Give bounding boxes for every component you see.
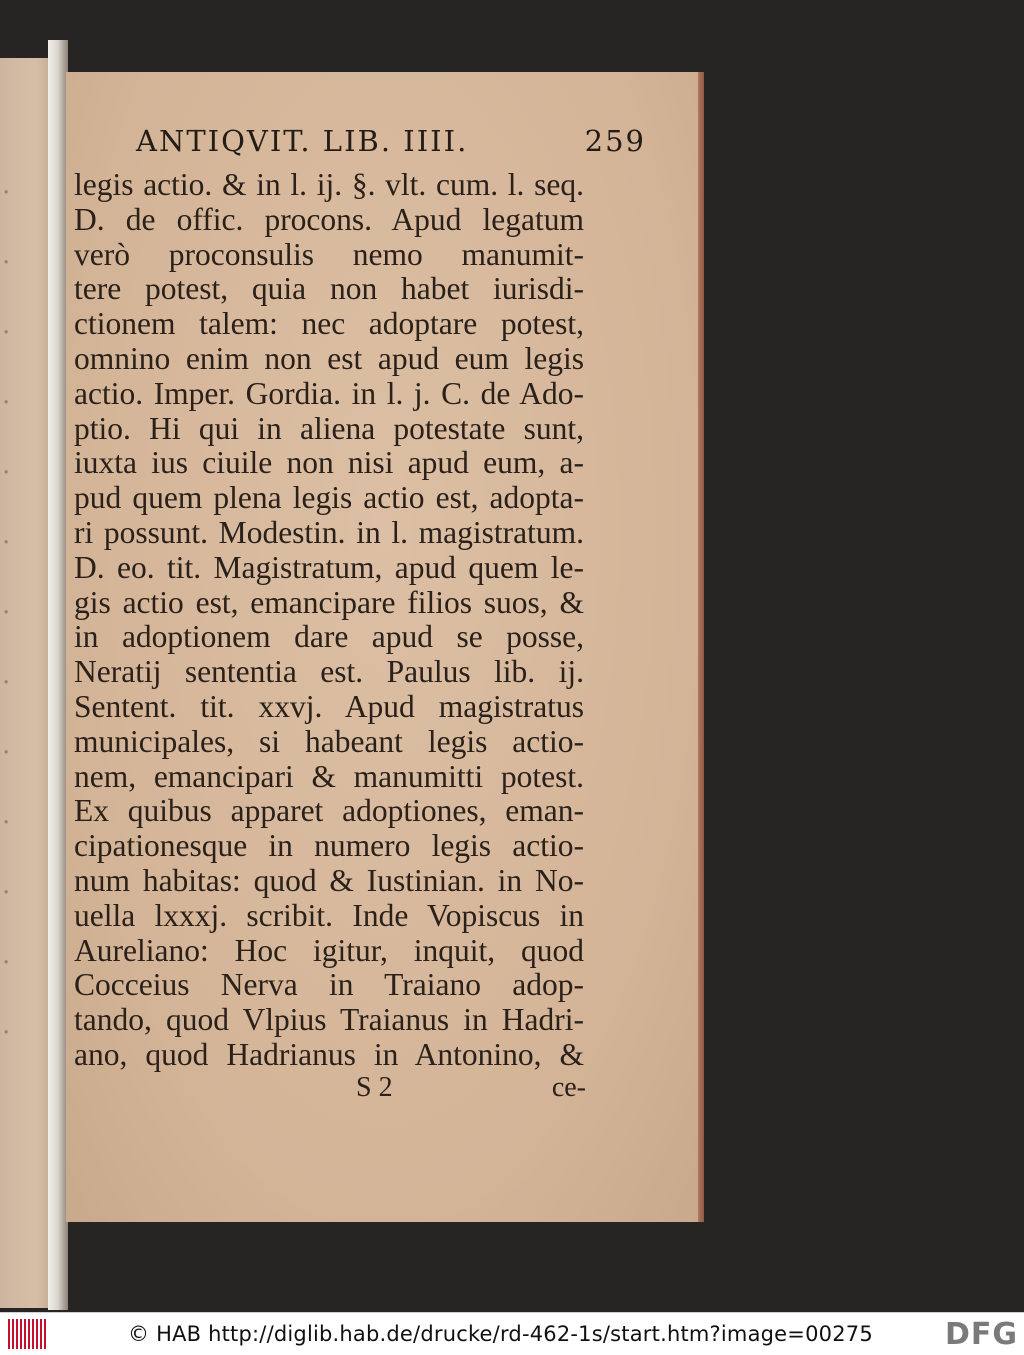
running-head-title: ANTIQVIT. LIB. IIII.: [136, 124, 469, 158]
text-line: omnino enim non est apud eum legis: [74, 340, 584, 376]
book-gutter: [48, 40, 68, 1310]
text-line: tando, quod Vlpius Traianus in Hadri-: [74, 1002, 584, 1038]
text-line: D. eo. tit. Magistratum, apud quem le-: [74, 549, 584, 585]
text-line: Ex quibus apparet adoptiones, eman-: [74, 793, 584, 829]
text-line: Aureliano: Hoc igitur, inquit, quod: [74, 932, 584, 968]
text-line: ptio. Hi qui in aliena potestate sunt,: [74, 410, 584, 446]
text-line: nem, emancipari & manumitti potest.: [74, 758, 584, 794]
signature-mark: S 2: [356, 1072, 393, 1103]
text-line: pud quem plena legis actio est, adopta-: [74, 480, 584, 516]
hab-logo-icon: [8, 1319, 50, 1349]
text-line: uella lxxxj. scribit. Inde Vopiscus in: [74, 897, 584, 933]
body-text: [74, 168, 584, 1073]
text-line: ano, quod Hadrianus in Antonino, &: [74, 1036, 584, 1072]
text-line: num habitas: quod & Iustinian. in No-: [74, 862, 584, 898]
running-head: [136, 124, 646, 158]
text-line: legis actio. & in l. ij. §. vlt. cum. l. seq.: [74, 167, 584, 202]
text-line: D. de offic. procons. Apud legatum: [74, 201, 584, 237]
text-line: Cocceius Nerva in Traiano adop-: [74, 967, 584, 1003]
text-line: in adoptionem dare apud se posse,: [74, 619, 584, 655]
signature-line: [356, 1072, 586, 1104]
text-line: iuxta ius ciuile non nisi apud eum, a-: [74, 445, 584, 481]
text-line: ctionem talem: nec adoptare potest,: [74, 306, 584, 342]
dfg-logo: DFG: [944, 1317, 1018, 1352]
text-line: municipales, si habeant legis actio-: [74, 723, 584, 759]
book-page: [66, 72, 698, 1222]
page-number: 259: [584, 124, 646, 158]
text-line: gis actio est, emancipare filios suos, &: [74, 584, 584, 620]
text-line: actio. Imper. Gordia. in l. j. C. de Ado-: [74, 375, 584, 411]
text-line: Sentent. tit. xxvj. Apud magistratus: [74, 688, 584, 724]
text-line: verò proconsulis nemo manumit-: [74, 236, 584, 272]
footer-bar: [0, 1312, 1024, 1355]
page-edge: [698, 72, 704, 1222]
text-line: cipationesque in numero legis actio-: [74, 828, 584, 864]
previous-page-edge: · · · · · · · · · · · · ·: [0, 58, 66, 1308]
text-line: ri possunt. Modestin. in l. magistratum.: [74, 514, 584, 550]
footer-credit-link[interactable]: © HAB http://diglib.hab.de/drucke/rd-462-1s/start.htm?image=00275: [128, 1322, 873, 1346]
text-line: tere potest, quia non habet iurisdi-: [74, 271, 584, 307]
catchword: ce-: [551, 1072, 586, 1103]
text-line: Neratij sententia est. Paulus lib. ij.: [74, 654, 584, 690]
